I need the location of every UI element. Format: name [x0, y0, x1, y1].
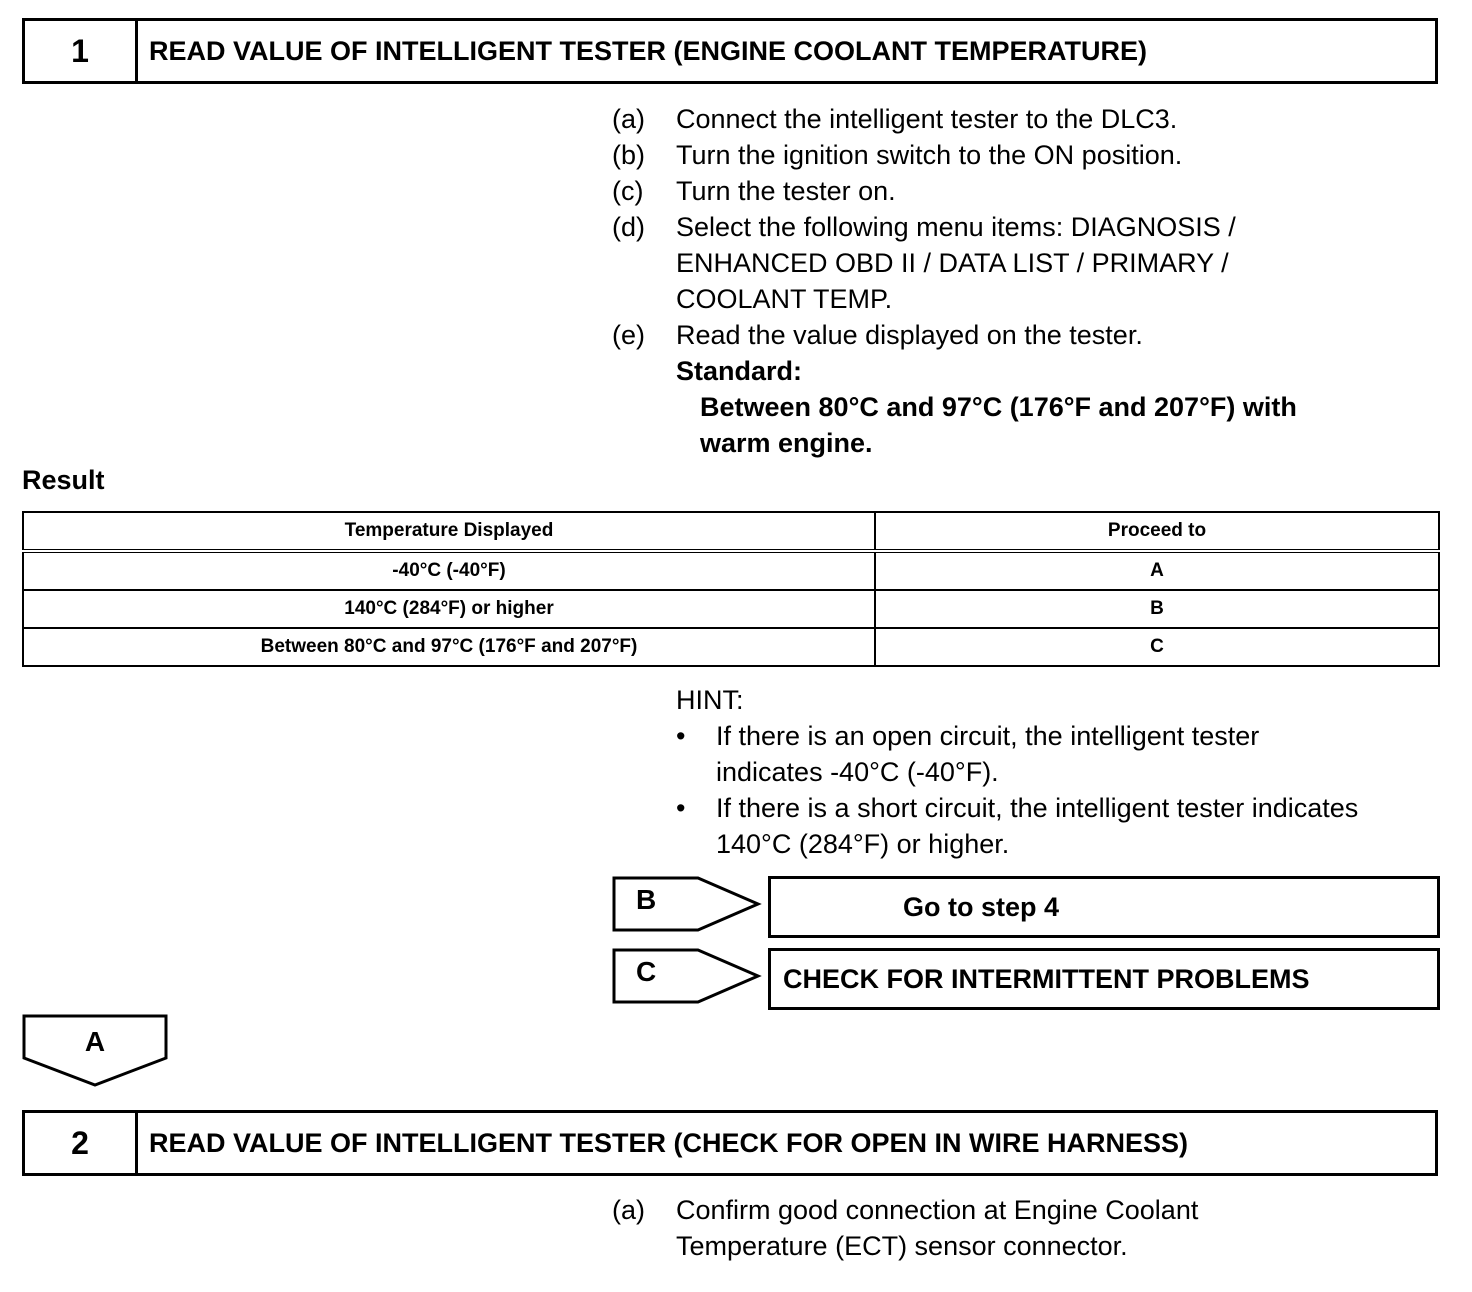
branch-c-action: CHECK FOR INTERMITTENT PROBLEMS	[768, 948, 1440, 1010]
item-text: Select the following menu items: DIAGNOSIS /	[676, 212, 1236, 242]
column-header: Temperature Displayed	[23, 512, 875, 551]
hint-text: If there is a short circuit, the intelligent tester indicates	[716, 793, 1359, 823]
item-text: COOLANT TEMP.	[676, 284, 893, 314]
temperature-cell: -40°C (-40°F)	[23, 551, 875, 590]
item-letter: (b)	[612, 140, 645, 170]
item-letter: (e)	[612, 320, 645, 350]
proceed-cell: A	[875, 551, 1439, 590]
proceed-cell: B	[875, 590, 1439, 628]
continue-a-arrow	[22, 1014, 168, 1088]
procedure-item	[612, 209, 1297, 317]
step-1-header	[22, 18, 1438, 84]
procedure-item	[612, 137, 1297, 173]
standard-value: warm engine.	[700, 428, 873, 458]
item-text: ENHANCED OBD II / DATA LIST / PRIMARY /	[676, 248, 1229, 278]
step-1-procedure	[612, 101, 1297, 461]
bullet-icon: •	[676, 721, 686, 751]
procedure-item	[612, 1192, 1198, 1264]
item-letter: (c)	[612, 176, 644, 206]
table-header-row	[23, 512, 1439, 551]
continue-letter: A	[84, 1026, 106, 1057]
item-letter: (a)	[612, 1195, 645, 1225]
item-text: Turn the ignition switch to the ON position.	[676, 140, 1183, 170]
temperature-cell: Between 80°C and 97°C (176°F and 207°F)	[23, 628, 875, 666]
hint-item	[676, 718, 1358, 790]
branch-c-arrow	[612, 948, 762, 1004]
table-row	[23, 628, 1439, 666]
hint-section	[676, 682, 1358, 862]
column-header: Proceed to	[875, 512, 1439, 551]
standard-label: Standard:	[676, 356, 803, 386]
item-text: Connect the intelligent tester to the DLC3.	[676, 104, 1178, 134]
arrow-right-icon	[612, 876, 762, 932]
hint-text: 140°C (284°F) or higher.	[716, 829, 1010, 859]
branch-letter: B	[636, 884, 657, 915]
arrow-right-icon	[612, 948, 762, 1004]
item-text: Read the value displayed on the tester.	[676, 320, 1143, 350]
branch-b-action: Go to step 4	[768, 876, 1440, 938]
branch-letter: C	[636, 956, 657, 987]
item-text: Temperature (ECT) sensor connector.	[676, 1231, 1128, 1261]
hint-title: HINT:	[676, 685, 744, 715]
proceed-cell: C	[875, 628, 1439, 666]
hint-text: If there is an open circuit, the intelligent tester	[716, 721, 1260, 751]
hint-item	[676, 790, 1358, 862]
temperature-cell: 140°C (284°F) or higher	[23, 590, 875, 628]
step-2-procedure	[612, 1192, 1198, 1264]
step-2-header	[22, 1110, 1438, 1176]
item-text: Confirm good connection at Engine Coolant	[676, 1195, 1199, 1225]
result-label: Result	[22, 465, 105, 495]
procedure-item	[612, 101, 1297, 137]
table-row	[23, 590, 1439, 628]
step-number: 1	[25, 21, 138, 81]
item-letter: (d)	[612, 212, 645, 242]
step-number: 2	[25, 1113, 138, 1173]
result-table	[22, 511, 1440, 667]
item-letter: (a)	[612, 104, 645, 134]
hint-text: indicates -40°C (-40°F).	[716, 757, 999, 787]
step-title: READ VALUE OF INTELLIGENT TESTER (ENGINE COOLANT TEMPERATURE)	[149, 35, 1147, 66]
step-title: READ VALUE OF INTELLIGENT TESTER (CHECK FOR OPEN IN WIRE HARNESS)	[149, 1127, 1189, 1158]
procedure-item	[612, 173, 1297, 209]
table-row	[23, 551, 1439, 590]
branch-b-arrow	[612, 876, 762, 932]
procedure-item	[612, 317, 1297, 353]
item-text: Turn the tester on.	[676, 176, 896, 206]
bullet-icon: •	[676, 793, 686, 823]
standard-value: Between 80°C and 97°C (176°F and 207°F) with	[700, 392, 1297, 422]
